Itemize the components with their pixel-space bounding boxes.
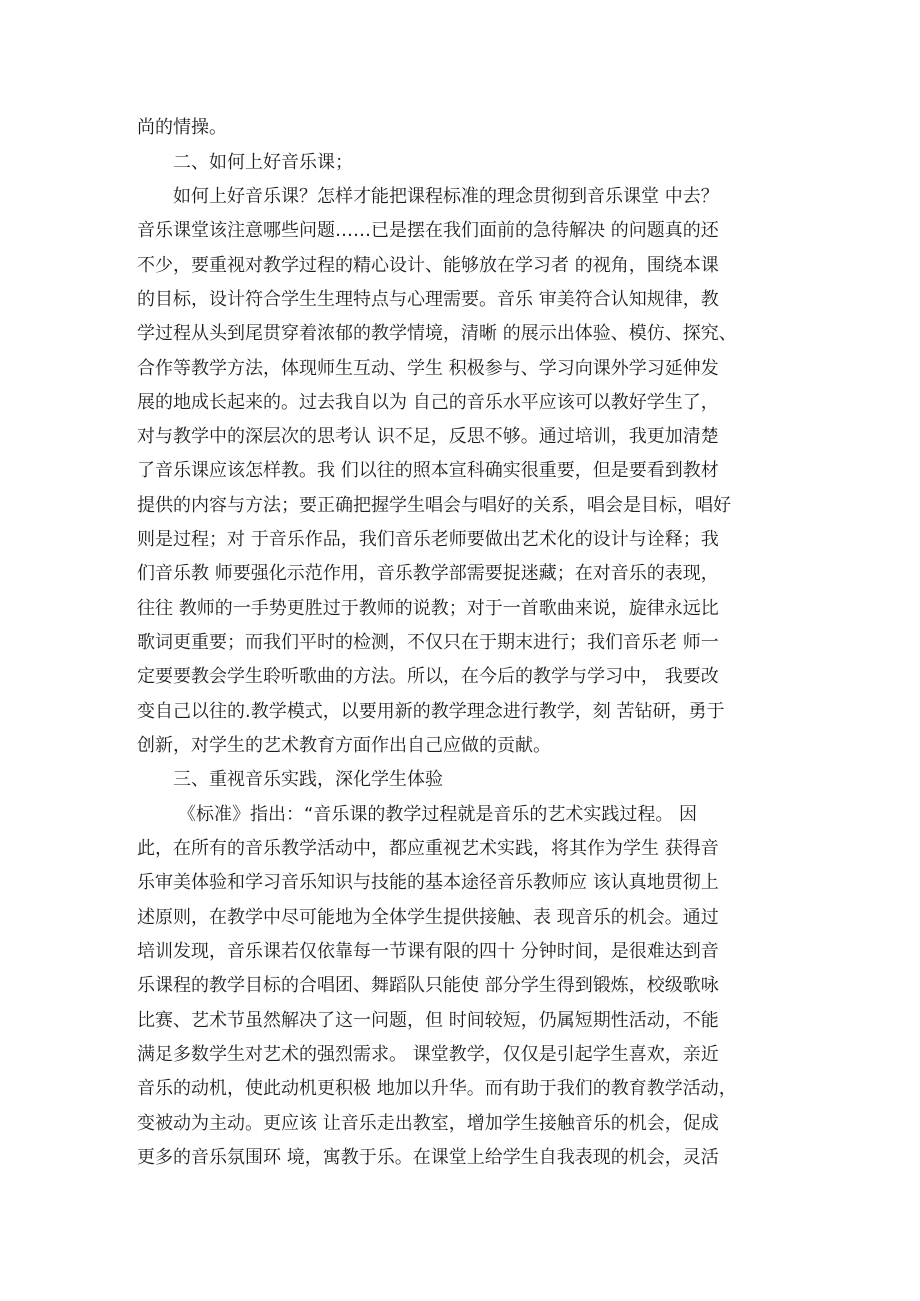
text-line: 此，在所有的音乐教学活动中，都应重视艺术实践，将其作为学生 获得音: [137, 838, 719, 859]
text-line: 的目标，设计符合学生生理特点与心理需要。音乐 审美符合认知规律，教: [137, 289, 719, 310]
text-line: 变被动为主动。更应该 让音乐走出教室，增加学生接触音乐的机会，促成: [137, 1113, 719, 1134]
text-line: 提供的内容与方法；要正确把握学生唱会与唱好的关系，唱会是目标，唱好: [137, 495, 731, 516]
text-line: 歌词更重要；而我们平时的检测，不仅只在于期末进行；我们音乐老 师一: [137, 632, 719, 653]
text-line: 尚的情操。: [137, 117, 227, 138]
text-line: 音乐课堂该注意哪些问题……已是摆在我们面前的急待解决 的问题真的还: [137, 220, 719, 241]
text-line: 满足多数学生对艺术的强烈需求。 课堂教学，仅仅是引起学生喜欢，亲近: [137, 1044, 719, 1065]
text-line: 《标准》指出：“音乐课的教学过程就是音乐的艺术实践过程。 因: [178, 804, 698, 825]
text-line: 变自己以往的.教学模式，以要用新的教学理念进行教学，刻 苦钻研，勇于: [137, 701, 725, 722]
text-line: 音乐的动机，使此动机更积极 地加以升华。而有助于我们的教育教学活动，: [137, 1078, 737, 1099]
text-line: 学过程从头到尾贯穿着浓郁的教学情境，清晰 的展示出体验、模仿、探究、: [137, 323, 737, 344]
text-line: 乐课程的教学目标的合唱团、舞蹈队只能使 部分学生得到锻炼，校级歌咏: [137, 975, 719, 996]
text-line: 则是过程；对 于音乐作品，我们音乐老师要做出艺术化的设计与诠释；我: [137, 529, 719, 550]
text-line: 培训发现，音乐课若仅依靠每一节课有限的四十 分钟时间，是很难达到音: [137, 941, 719, 962]
section-heading-2: 二、如何上好音乐课；: [173, 152, 353, 173]
text-line: 创新，对学生的艺术教育方面作出自己应做的贡献。: [137, 735, 551, 756]
text-line: 了音乐课应该怎样教。我 们以往的照本宣科确实很重要，但是要看到教材: [137, 460, 719, 481]
text-line: 对与教学中的深层次的思考认 识不足，反思不够。通过培训，我更加清楚: [137, 426, 719, 447]
text-line: 展的地成长起来的。过去我自以为 自己的音乐水平应该可以教好学生了，: [137, 392, 719, 413]
text-line: 比赛、艺术节虽然解决了这一问题，但 时间较短，仍属短期性活动，不能: [137, 1010, 719, 1031]
text-line: 定要要教会学生聆听歌曲的方法。所以，在今后的教学与学习中， 我要改: [137, 666, 719, 687]
section-heading-3: 三、重视音乐实践，深化学生体验: [173, 769, 443, 790]
text-line: 们音乐教 师要强化示范作用，音乐教学部需要捉迷藏；在对音乐的表现，: [137, 563, 719, 584]
text-line: 如何上好音乐课？怎样才能把课程标准的理念贯彻到音乐课堂 中去？: [173, 186, 719, 207]
text-line: 合作等教学方法，体现师生互动、学生 积极参与、学习向课外学习延伸发: [137, 358, 719, 379]
text-line: 述原则，在教学中尽可能地为全体学生提供接触、表 现音乐的机会。通过: [137, 907, 719, 928]
text-line: 乐审美体验和学习音乐知识与技能的基本途径音乐教师应 该认真地贯彻上: [137, 872, 719, 893]
text-line: 更多的音乐氛围环 境，寓教于乐。在课堂上给学生自我表现的机会，灵活: [137, 1147, 719, 1168]
text-line: 往往 教师的一手势更胜过于教师的说教；对于一首歌曲来说，旋律永远比: [137, 598, 719, 619]
text-line: 不少，要重视对教学过程的精心设计、能够放在学习者 的视角，围绕本课: [137, 255, 719, 276]
